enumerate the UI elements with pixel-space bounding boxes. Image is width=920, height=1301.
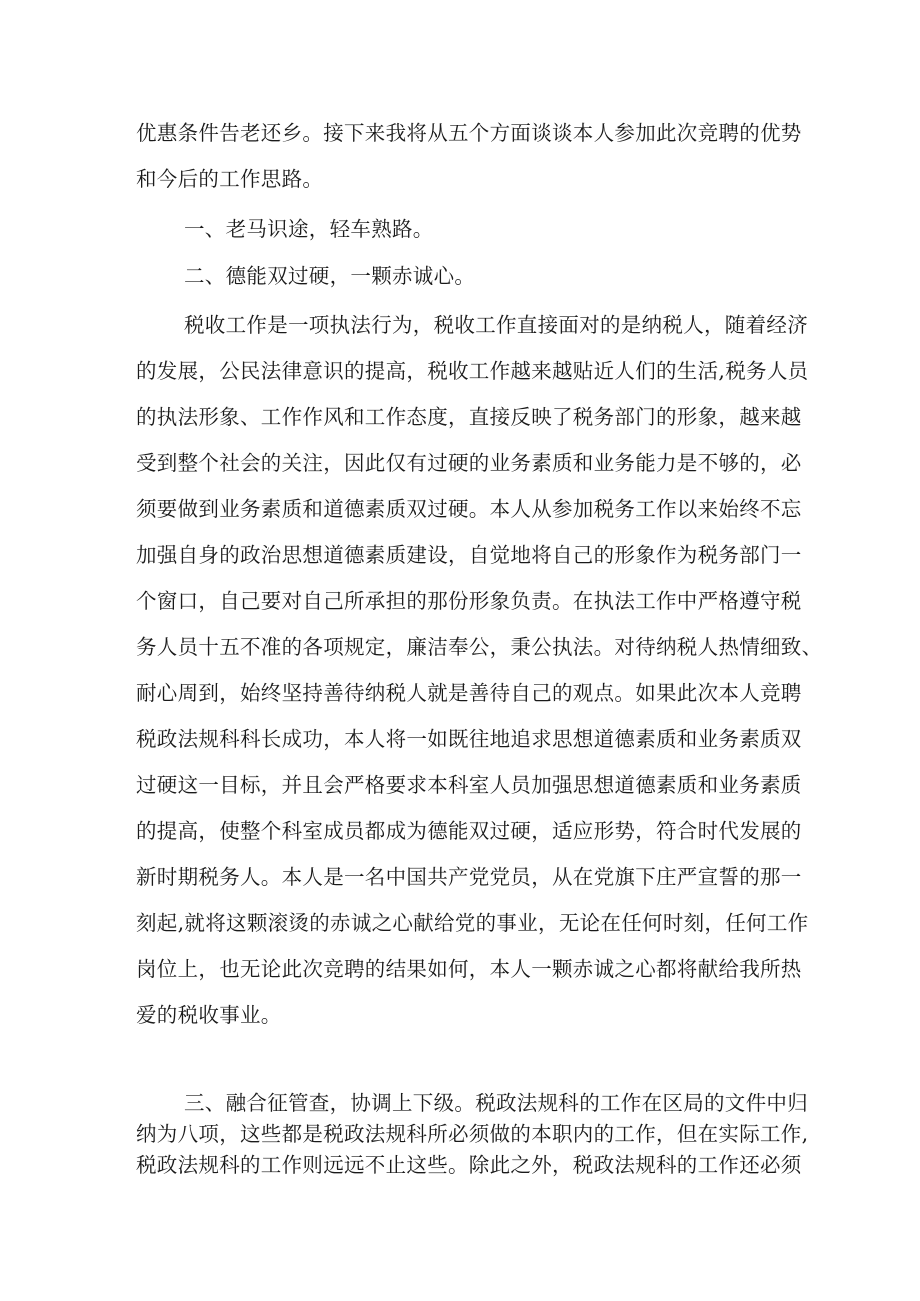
paragraph-5 <box>136 1088 809 1181</box>
text-line: 个窗口，自己要对自己所承担的那份形象负责。在执法工作中严格遵守税 <box>136 589 802 613</box>
text-line: 和今后的工作思路。 <box>136 167 324 191</box>
text-line: 务人员十五不准的各项规定，廉洁奉公，秉公执法。对待纳税人热情细致、 <box>136 635 823 659</box>
text-line: 的执法形象、工作作风和工作态度，直接反映了税务部门的形象，越来越 <box>136 405 802 429</box>
paragraph-3-heading <box>136 253 786 299</box>
text-line: 受到整个社会的关注，因此仅有过硬的业务素质和业务能力是不够的，必 <box>136 451 802 475</box>
text-line: 税收工作是一项执法行为，税收工作直接面对的是纳税人，随着经济 <box>184 313 808 337</box>
text-line: 爱的税收事业。 <box>136 1003 282 1027</box>
text-line: 刻起,就将这颗滚烫的赤诚之心献给党的事业，无论在任何时刻，任何工作 <box>136 911 809 935</box>
text-line: 纳为八项，这些都是税政法规科所必须做的本职内的工作，但在实际工作, <box>136 1122 809 1146</box>
paragraph-4 <box>136 302 823 1038</box>
text-line: 过硬这一目标，并且会严格要求本科室人员加强思想道德素质和业务素质 <box>136 773 802 797</box>
text-line: 税政法规科的工作则远远不止这些。除此之外，税政法规科的工作还必须 <box>136 1153 802 1177</box>
text-line: 新时期税务人。本人是一名中国共产党党员，从在党旗下庄严宣誓的那一 <box>136 865 802 889</box>
text-line: 须要做到业务素质和道德素质双过硬。本人从参加税务工作以来始终不忘 <box>136 497 802 521</box>
text-line: 税政法规科科长成功，本人将一如既往地追求思想道德素质和业务素质双 <box>136 727 802 751</box>
text-line: 优惠条件告老还乡。接下来我将从五个方面谈谈本人参加此次竞聘的优势 <box>136 121 802 145</box>
section-heading: 一、老马识途，轻车熟路。 <box>184 217 434 241</box>
paragraph-1 <box>136 110 802 202</box>
text-line: 耐心周到，始终坚持善待纳税人就是善待自己的观点。如果此次本人竞聘 <box>136 681 802 705</box>
text-line: 加强自身的政治思想道德素质建设，自觉地将自己的形象作为税务部门一 <box>136 543 802 567</box>
text-line: 的提高，使整个科室成员都成为德能双过硬，适应形势，符合时代发展的 <box>136 819 802 843</box>
paragraph-2-heading <box>136 206 786 252</box>
text-line: 岗位上，也无论此次竞聘的结果如何，本人一颗赤诚之心都将献给我所热 <box>136 957 802 981</box>
text-line: 的发展，公民法律意识的提高，税收工作越来越贴近人们的生活,税务人员 <box>136 359 809 383</box>
text-line: 三、融合征管查，协调上下级。税政法规科的工作在区局的文件中归 <box>184 1091 808 1115</box>
section-heading: 二、德能双过硬，一颗赤诚心。 <box>184 264 476 288</box>
